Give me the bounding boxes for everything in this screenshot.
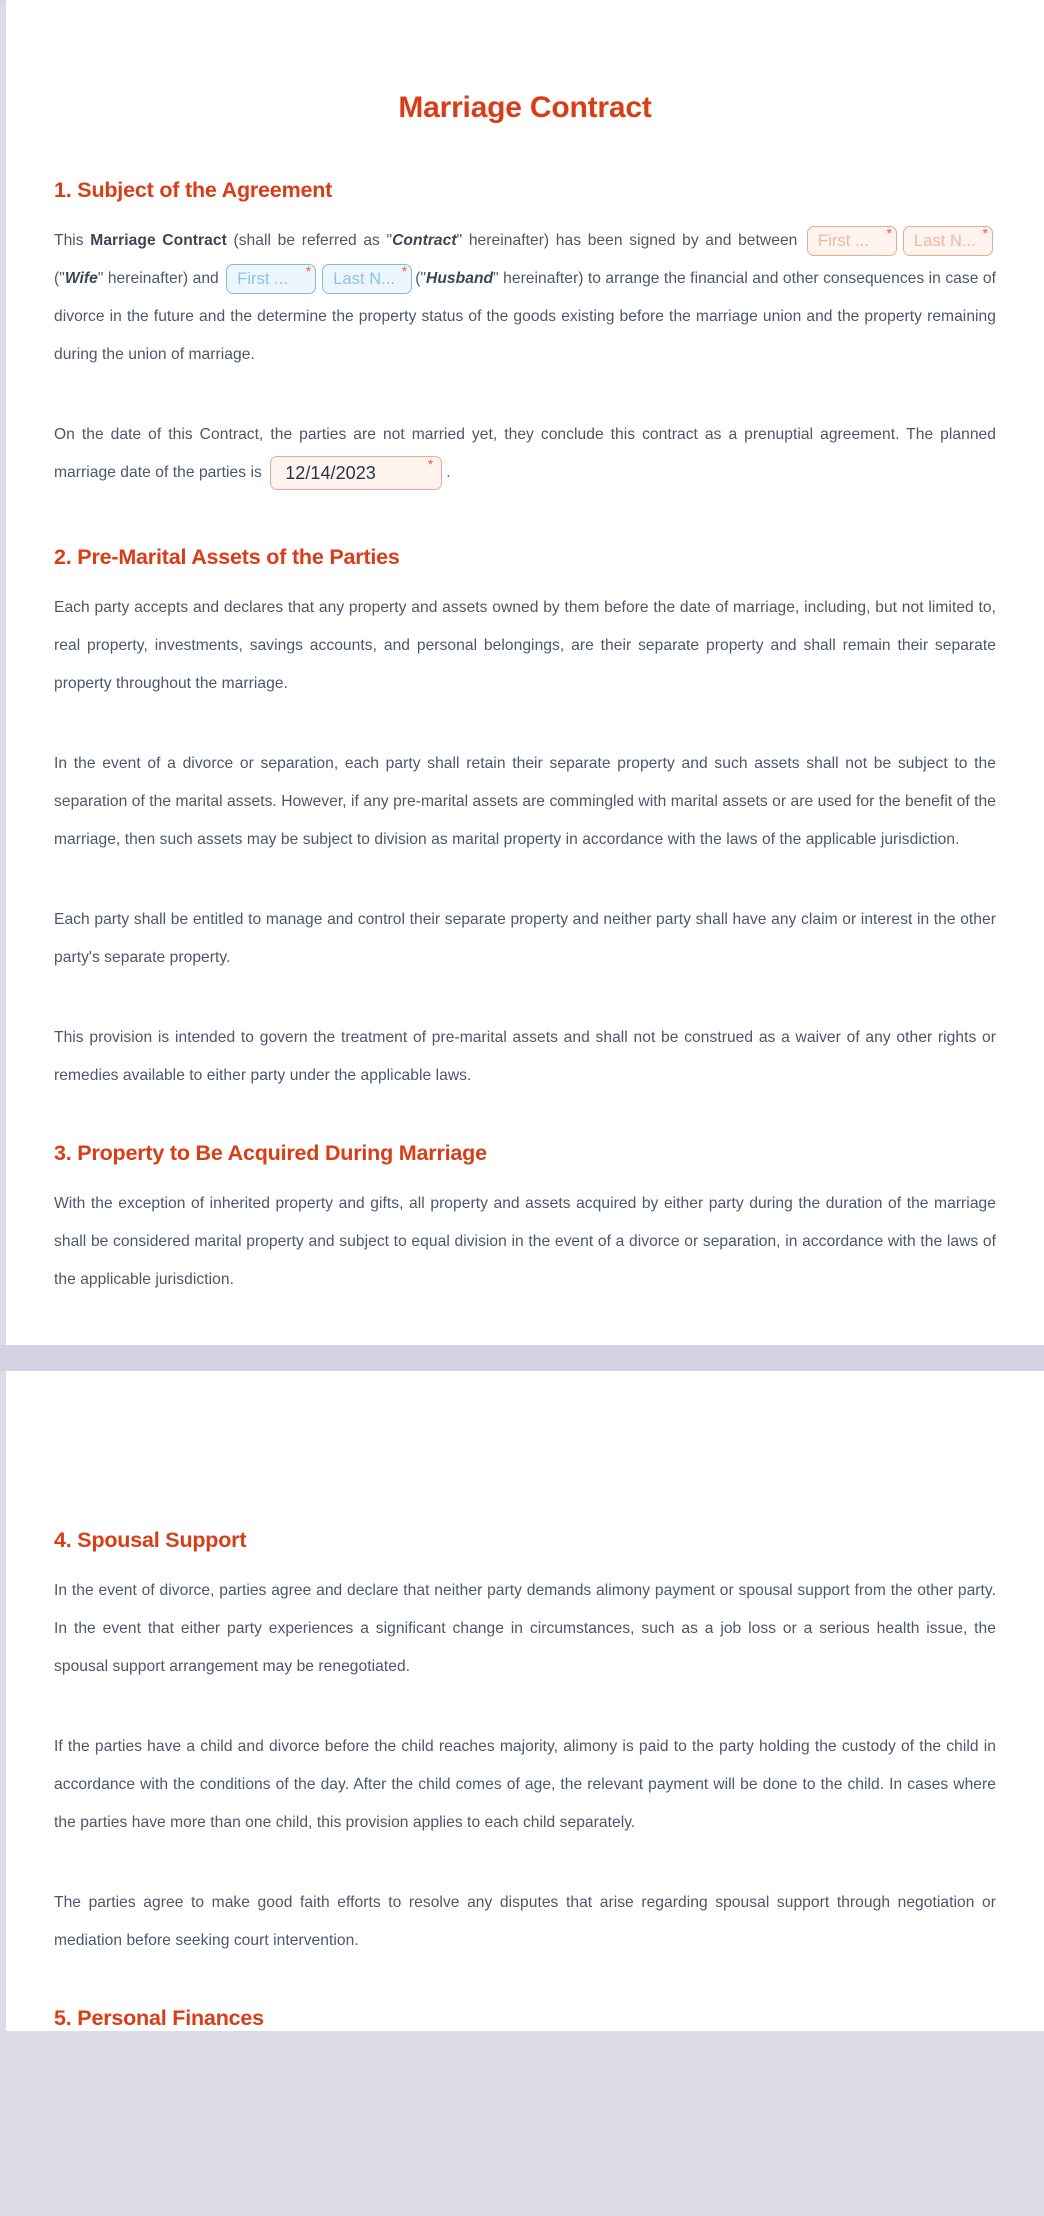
intro-text-c: " hereinafter) has been signed by and between — [456, 232, 805, 249]
required-asterisk-icon: * — [982, 225, 989, 241]
section-4-paragraph-1: In the event of divorce, parties agree and declare that neither party demands alimony payment or spousal support from the other party. In the event that either party experiences a significant change in circumstances, such as a job loss or a serious health issue, the spousal support arrangement may be renegotiated. — [54, 1582, 996, 1675]
intro-text-b: (shall be referred as " — [226, 232, 393, 249]
document-page-2 — [6, 1371, 1044, 2031]
section-2-paragraph-3: Each party shall be entitled to manage and control their separate property and neither party shall have any claim or interest in the other party's separate property. — [54, 911, 996, 966]
section-heading-3: 3. Property to Be Acquired During Marriage — [54, 1141, 487, 1165]
section-2-paragraph-2: In the event of a divorce or separation, each party shall retain their separate property and such assets shall not be subject to the separation of the marital assets. However, if any pre-marital assets are commingled with marital assets or are used for the benefit of the marriage, then such assets may be subject to division as marital property in accordance with the laws of the applicable jurisdiction. — [54, 755, 996, 848]
required-asterisk-icon: * — [401, 263, 408, 279]
contract-term-strong: Marriage Contract — [90, 232, 227, 249]
wife-first-name-placeholder: First ... — [818, 231, 869, 250]
husband-first-name-placeholder: First ... — [237, 269, 289, 288]
wife-defined-term: Wife — [64, 270, 98, 287]
marriage-date-sentence-a: On the date of this Contract, the parties are not married yet, they conclude this contract as a prenuptial agreement. The planned marriage date of the parties is — [54, 426, 996, 481]
section-2-paragraph-4: This provision is intended to govern the treatment of pre-marital assets and shall not be construed as a waiver of any other rights or remedies available to either party under the applicable laws. — [54, 1029, 996, 1084]
wife-last-name-input[interactable] — [903, 226, 993, 256]
section-heading-1: 1. Subject of the Agreement — [54, 178, 333, 202]
section-4-paragraph-2: If the parties have a child and divorce before the child reaches majority, alimony is paid to the party holding the custody of the child in accordance with the conditions of the day. After the child comes of age, the relevant payment will be done to the child. In cases where the parties have more than one child, this provision applies to each child separately. — [54, 1738, 996, 1831]
section-1-paragraph-1 — [54, 203, 996, 374]
required-asterisk-icon: * — [886, 225, 893, 241]
wife-label-prefix: (" — [54, 270, 65, 287]
wife-last-name-placeholder: Last N... — [914, 231, 976, 250]
section-heading-5: 5. Personal Finances — [54, 2006, 264, 2030]
wife-label-suffix: " hereinafter) and — [97, 270, 224, 287]
husband-defined-term: Husband — [426, 270, 494, 287]
section-4-paragraph-3: The parties agree to make good faith efforts to resolve any disputes that arise regarding spousal support through negotiation or mediation before seeking court intervention. — [54, 1894, 996, 1949]
section-2-paragraph-1: Each party accepts and declares that any property and assets owned by them before the date of marriage, including, but not limited to, real property, investments, savings accounts, and personal belongings, are their separate property and shall remain their separate property throughout the marriage. — [54, 599, 996, 692]
page-title: Marriage Contract — [398, 91, 652, 124]
husband-last-name-placeholder: Last N... — [333, 269, 396, 288]
section-heading-4: 4. Spousal Support — [54, 1528, 247, 1552]
wife-first-name-input[interactable] — [807, 226, 897, 256]
husband-first-name-input[interactable] — [226, 264, 316, 294]
required-asterisk-icon: * — [427, 455, 434, 472]
contract-defined-term: Contract — [392, 232, 457, 249]
husband-label-prefix: (" — [415, 270, 427, 287]
husband-last-name-input[interactable] — [322, 264, 412, 294]
required-asterisk-icon: * — [305, 263, 312, 279]
husband-label-suffix: " hereinafter) to arrange the financial and other consequences in case of divorce in the future and the determine the property status of the goods existing before the marriage union and the property remaining during the union of marriage. — [54, 270, 996, 363]
section-heading-2: 2. Pre-Marital Assets of the Parties — [54, 545, 400, 569]
document-page-1 — [6, 0, 1044, 1345]
intro-text-a: This — [54, 232, 91, 249]
marriage-date-value: 12/14/2023 — [285, 462, 376, 483]
section-1-paragraph-2 — [54, 374, 996, 492]
section-3-paragraph-1: With the exception of inherited property and gifts, all property and assets acquired by either party during the duration of the marriage shall be considered marital property and subject to equal division in the event of a divorce or separation, in accordance with the laws of the applicable jurisdiction. — [54, 1195, 996, 1288]
marriage-date-input[interactable] — [270, 456, 442, 490]
page-break-separator — [0, 1345, 1044, 1371]
marriage-date-sentence-b: . — [446, 464, 451, 481]
